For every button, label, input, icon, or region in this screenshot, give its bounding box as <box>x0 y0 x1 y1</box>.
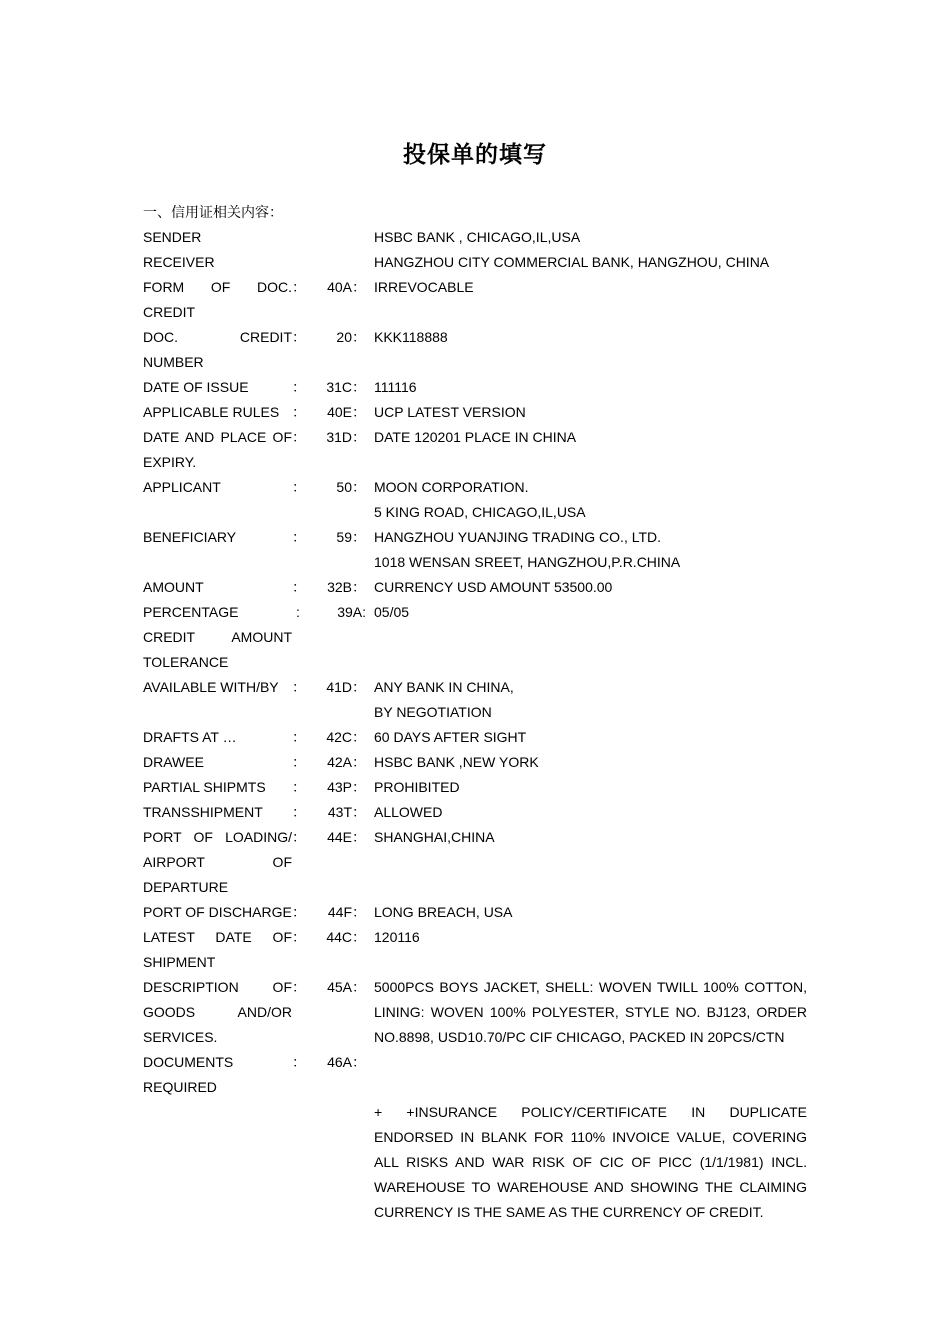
field-code-cell <box>304 325 374 375</box>
field-row <box>143 250 807 275</box>
field-label: PORT OF LOADING/ AIRPORT OF DEPARTURE <box>143 829 292 895</box>
field-code: 43P： <box>327 779 366 795</box>
field-label: APPLICANT <box>143 479 221 495</box>
field-colon: ： <box>292 1054 306 1070</box>
field-row <box>143 725 807 750</box>
field-value: LONG BREACH, USA <box>374 904 513 920</box>
field-row <box>143 275 807 325</box>
field-value: SHANGHAI,CHINA <box>374 829 495 845</box>
field-row <box>143 425 807 475</box>
field-row <box>143 525 807 550</box>
field-value: 05/05 <box>374 604 410 620</box>
field-colon: ： <box>292 904 306 920</box>
field-label: DATE OF ISSUE <box>143 379 249 395</box>
field-row <box>143 500 807 525</box>
field-colon: ： <box>292 279 306 295</box>
field-value: KKK118888 <box>374 329 448 345</box>
field-value <box>374 1050 807 1100</box>
field-label <box>143 700 292 725</box>
field-label: PARTIAL SHIPMTS <box>143 779 266 795</box>
field-row <box>143 925 807 975</box>
field-code: 40A： <box>327 279 366 295</box>
field-label: DRAFTS AT … <box>143 729 237 745</box>
field-label: FORM OF DOC. CREDIT <box>143 279 292 320</box>
field-colon: ： <box>292 579 306 595</box>
field-code: 46A： <box>327 1054 366 1070</box>
field-code: 44C： <box>326 929 366 945</box>
field-code-cell <box>304 775 374 800</box>
field-code: 44E： <box>327 829 366 845</box>
field-label: DRAWEE <box>143 754 204 770</box>
field-code: 43T： <box>327 804 366 820</box>
field-label: RECEIVER <box>143 254 215 270</box>
field-code-cell <box>304 700 374 725</box>
field-value: ALLOWED <box>374 804 443 820</box>
field-code-cell <box>304 575 374 600</box>
field-colon: ： <box>292 529 306 545</box>
field-code-cell <box>304 375 374 400</box>
field-colon: ： <box>292 929 306 945</box>
field-row <box>143 225 807 250</box>
field-label: DATE AND PLACE OF EXPIRY. <box>143 429 292 470</box>
field-label: AMOUNT <box>143 579 204 595</box>
field-code-cell <box>304 525 374 550</box>
field-row <box>143 550 807 575</box>
field-code: 50： <box>336 479 366 495</box>
field-colon: ： <box>292 329 306 345</box>
field-label: BENEFICIARY <box>143 529 237 545</box>
field-colon: ： <box>292 979 306 995</box>
field-code: 32B： <box>327 579 366 595</box>
field-colon <box>292 250 304 275</box>
document-title: 投保单的填写 <box>403 141 547 168</box>
field-value: 60 DAYS AFTER SIGHT <box>374 729 527 745</box>
field-label: LATEST DATE OF SHIPMENT <box>143 929 292 970</box>
field-code-cell <box>304 900 374 925</box>
field-value: UCP LATEST VERSION <box>374 404 526 420</box>
field-row <box>143 375 807 400</box>
field-code: 39A: <box>337 604 366 620</box>
field-colon: ： <box>292 754 306 770</box>
field-code-cell <box>304 800 374 825</box>
field-code: 42A： <box>327 754 366 770</box>
credit-fields <box>143 225 807 1225</box>
field-label: AVAILABLE WITH/BY <box>143 679 279 695</box>
field-code-cell <box>304 275 374 325</box>
field-value: IRREVOCABLE <box>374 279 474 295</box>
field-value: CURRENCY USD AMOUNT 53500.00 <box>374 579 613 595</box>
field-code-cell <box>304 475 374 500</box>
field-value: MOON CORPORATION. <box>374 479 529 495</box>
field-colon: ： <box>292 679 306 695</box>
field-value: PROHIBITED <box>374 779 460 795</box>
field-colon: ： <box>292 729 306 745</box>
field-row <box>143 825 807 900</box>
field-value: HANGZHOU CITY COMMERCIAL BANK, HANGZHOU, CHINA <box>374 254 770 270</box>
field-row <box>143 325 807 375</box>
field-colon: ： <box>292 479 306 495</box>
field-colon <box>292 700 304 725</box>
field-value: 120116 <box>374 929 420 945</box>
documents-required-text: + +INSURANCE POLICY/CERTIFICATE IN DUPLICATE ENDORSED IN BLANK FOR 110% INVOICE VALUE, COVERING ALL RISKS AND WAR RISK OF CIC OF PICC (1/1/1981) INCL. WAREHOUSE TO WAREHOUSE AND SHOWING THE CLAIMING CURRENCY IS THE SAME AS THE CURRENCY OF CREDIT. <box>374 1104 807 1220</box>
field-code: 44F： <box>327 904 366 920</box>
field-value: 1018 WENSAN SREET, HANGZHOU,P.R.CHINA <box>374 554 681 570</box>
field-label: DOCUMENTS REQUIRED <box>143 1054 234 1095</box>
field-label: TRANSSHIPMENT <box>143 804 263 820</box>
field-value: ANY BANK IN CHINA, <box>374 679 514 695</box>
field-code-cell <box>304 500 374 525</box>
field-row <box>143 600 807 675</box>
field-row <box>143 800 807 825</box>
field-code: 40E： <box>327 404 366 420</box>
field-row <box>143 1050 807 1100</box>
field-value: HSBC BANK ,NEW YORK <box>374 754 539 770</box>
field-colon: ： <box>292 829 306 845</box>
field-colon: ： <box>292 404 306 420</box>
field-label <box>143 550 292 575</box>
field-code-cell <box>304 975 374 1050</box>
field-value: 111116 <box>374 379 417 395</box>
field-colon: : <box>296 604 300 620</box>
field-code-cell <box>304 750 374 775</box>
field-code-cell <box>304 400 374 425</box>
field-row <box>143 475 807 500</box>
field-label: SENDER <box>143 229 202 245</box>
field-value: BY NEGOTIATION <box>374 704 492 720</box>
field-label: APPLICABLE RULES <box>143 404 280 420</box>
field-value: 5 KING ROAD, CHICAGO,IL,USA <box>374 504 586 520</box>
field-colon <box>292 500 304 525</box>
field-code-cell <box>304 225 374 250</box>
field-row <box>143 975 807 1050</box>
field-row <box>143 700 807 725</box>
field-label: DESCRIPTION OF GOODS AND/OR SERVICES. <box>143 979 292 1045</box>
field-code: 31C： <box>326 379 366 395</box>
field-code: 45A： <box>327 979 366 995</box>
field-code: 31D： <box>326 429 366 445</box>
field-row <box>143 775 807 800</box>
field-value: DATE 120201 PLACE IN CHINA <box>374 429 577 445</box>
field-label: DOC. CREDIT NUMBER <box>143 329 292 370</box>
field-value: 5000PCS BOYS JACKET, SHELL: WOVEN TWILL 100% COTTON, LINING: WOVEN 100% POLYESTER, STYLE NO. BJ123, ORDER NO.8898, USD10.70/PC CIF CHICAGO, PACKED IN 20PCS/CTN <box>374 979 807 1045</box>
field-row <box>143 575 807 600</box>
field-code: 20： <box>336 329 366 345</box>
field-colon <box>292 550 304 575</box>
field-colon: ： <box>292 429 306 445</box>
field-colon: ： <box>292 779 306 795</box>
field-row <box>143 675 807 700</box>
field-code-cell <box>304 825 374 900</box>
field-code-cell <box>304 675 374 700</box>
field-code-cell <box>304 600 374 675</box>
field-label <box>143 500 292 525</box>
section-heading: 一、信用证相关内容： <box>143 205 283 221</box>
field-colon <box>292 225 304 250</box>
field-label: PORT OF DISCHARGE <box>143 904 292 920</box>
field-code-cell <box>304 925 374 975</box>
field-code-cell <box>304 550 374 575</box>
field-row <box>143 750 807 775</box>
field-colon: ： <box>292 379 306 395</box>
field-row <box>143 900 807 925</box>
field-code: 41D： <box>326 679 366 695</box>
field-code-cell <box>304 1050 374 1100</box>
field-code: 59： <box>336 529 366 545</box>
field-code: 42C： <box>326 729 366 745</box>
field-code-cell <box>304 425 374 475</box>
field-value: HANGZHOU YUANJING TRADING CO., LTD. <box>374 529 662 545</box>
field-row <box>143 400 807 425</box>
field-colon: ： <box>292 804 306 820</box>
field-code-cell <box>304 725 374 750</box>
field-value: HSBC BANK , CHICAGO,IL,USA <box>374 229 581 245</box>
field-label: PERCENTAGE CREDIT AMOUNT TOLERANCE <box>143 604 292 670</box>
field-code-cell <box>304 250 374 275</box>
